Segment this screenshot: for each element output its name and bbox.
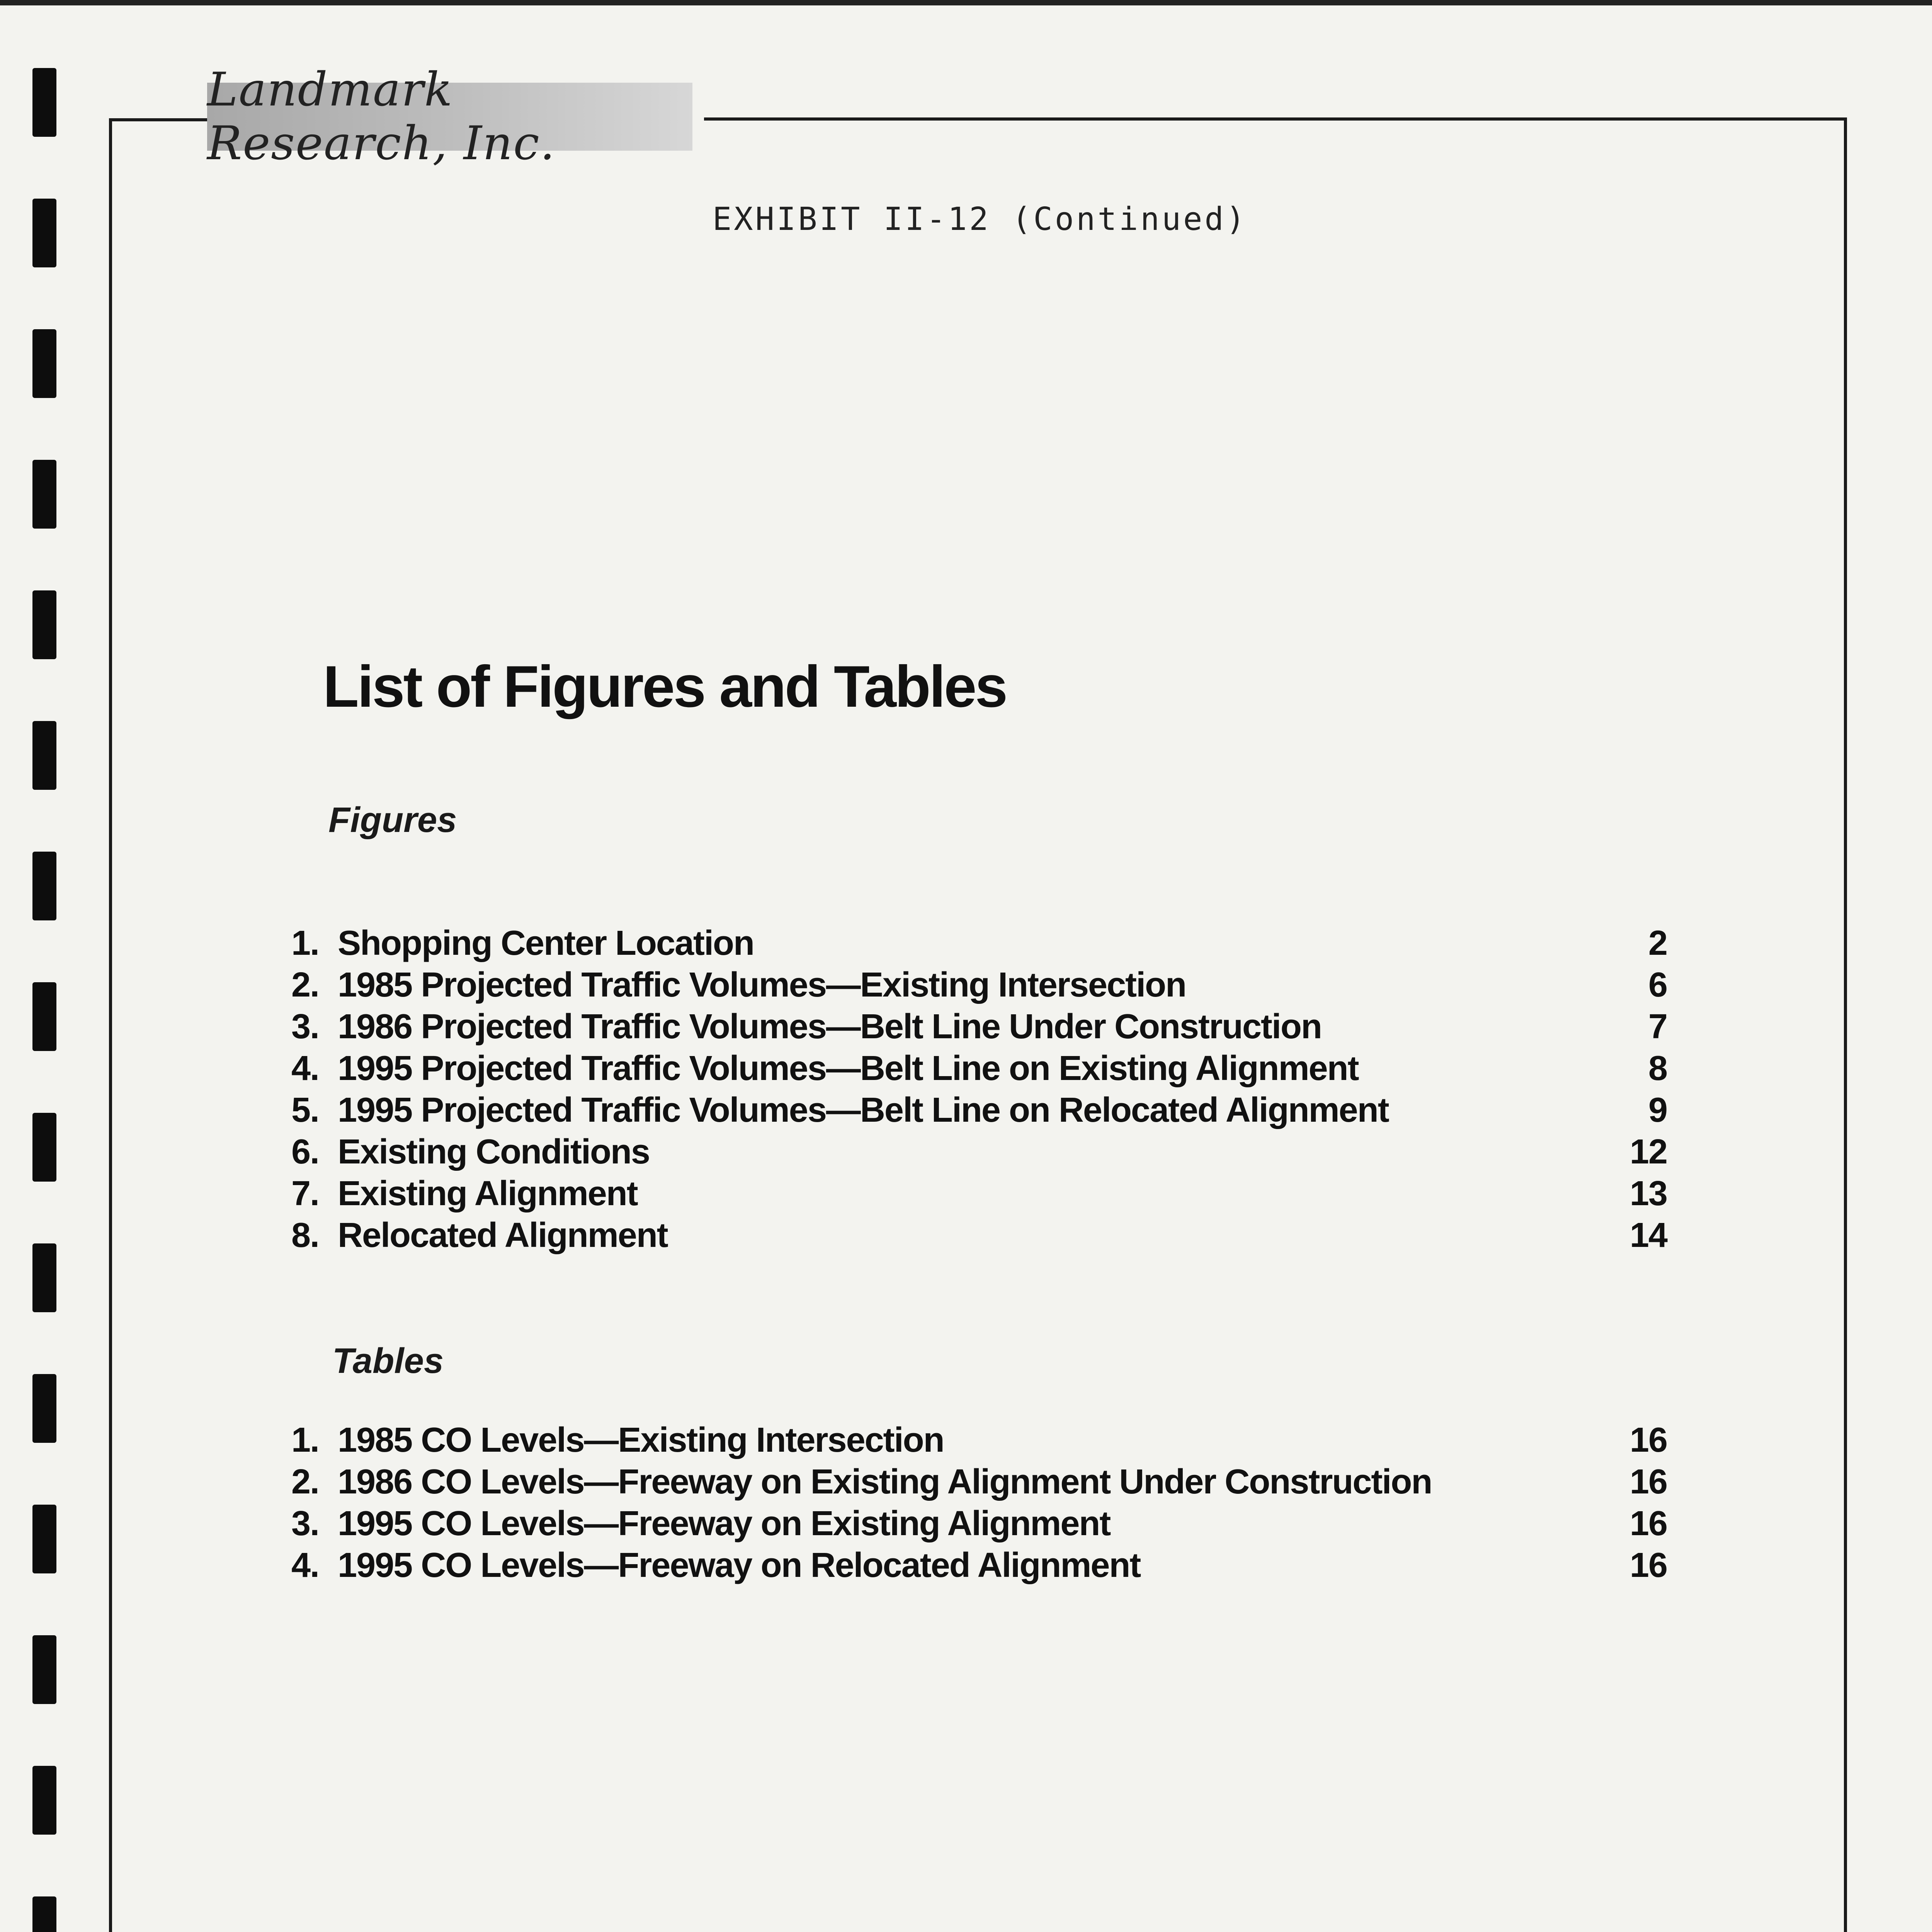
entry-title: Existing Conditions	[338, 1133, 650, 1171]
tables-heading: Tables	[332, 1341, 444, 1381]
entry-number: 4.	[291, 1049, 319, 1088]
binder-punch-mark	[32, 982, 56, 1051]
exhibit-label: EXHIBIT II-12 (Continued)	[712, 201, 1248, 238]
entry-number: 2.	[291, 966, 319, 1004]
binder-punch-mark	[32, 460, 56, 529]
entry-title: Existing Alignment	[338, 1174, 638, 1213]
entry-title: 1985 Projected Traffic Volumes—Existing Intersection	[338, 966, 1186, 1004]
binder-punch-mark	[32, 721, 56, 790]
binder-punch-mark	[32, 590, 56, 659]
entry-title: 1995 CO Levels—Freeway on Existing Alignment	[338, 1504, 1111, 1543]
entry-number: 1.	[291, 924, 319, 963]
figure-entry	[291, 1007, 1667, 1049]
entry-number: 8.	[291, 1216, 319, 1255]
entry-title: 1986 CO Levels—Freeway on Existing Alignment Under Construction	[338, 1463, 1432, 1501]
entry-title: Shopping Center Location	[338, 924, 754, 963]
entry-title: 1995 Projected Traffic Volumes—Belt Line on Existing Alignment	[338, 1049, 1359, 1088]
binder-punch-mark	[32, 1505, 56, 1573]
entry-number: 3.	[291, 1504, 319, 1543]
entry-title: Relocated Alignment	[338, 1216, 668, 1255]
binder-punch-mark	[32, 1635, 56, 1704]
binder-punch-mark	[32, 68, 56, 137]
company-logo-text: Landmark Research, Inc.	[207, 63, 556, 170]
entry-page: 14	[1629, 1216, 1667, 1255]
binder-punch-mark	[32, 852, 56, 920]
entry-number: 4.	[291, 1546, 319, 1585]
table-entry	[291, 1504, 1667, 1546]
entry-number: 3.	[291, 1007, 319, 1046]
frame-left	[109, 118, 112, 1932]
entry-number: 2.	[291, 1463, 319, 1501]
figure-entry	[291, 923, 1667, 965]
entry-number: 5.	[291, 1091, 319, 1129]
entry-title: 1995 CO Levels—Freeway on Relocated Alignment	[338, 1546, 1141, 1585]
figures-heading: Figures	[328, 800, 457, 840]
binder-punch-mark	[32, 1243, 56, 1312]
entry-number: 6.	[291, 1133, 319, 1171]
entry-page: 16	[1629, 1463, 1667, 1501]
binder-punch-mark	[32, 1766, 56, 1835]
binder-punch-mark	[32, 1113, 56, 1182]
figure-entry	[291, 1049, 1667, 1090]
binder-punch-mark	[32, 1896, 56, 1932]
entry-title: 1985 CO Levels—Existing Intersection	[338, 1421, 944, 1459]
page-top-edge	[0, 0, 1932, 5]
entry-page: 9	[1648, 1091, 1667, 1129]
frame-right	[1844, 117, 1847, 1932]
table-entry	[291, 1462, 1667, 1504]
entry-page: 8	[1648, 1049, 1667, 1088]
company-logo	[207, 63, 692, 170]
frame-top-left	[109, 118, 207, 121]
figure-entry	[291, 1174, 1667, 1216]
entry-number: 7.	[291, 1174, 319, 1213]
entry-page: 7	[1648, 1007, 1667, 1046]
figure-entry	[291, 1132, 1667, 1174]
binder-punch-mark	[32, 329, 56, 398]
figure-entry	[291, 965, 1667, 1007]
entry-number: 1.	[291, 1421, 319, 1459]
entry-page: 16	[1629, 1421, 1667, 1459]
figure-entry	[291, 1090, 1667, 1132]
entry-page: 2	[1648, 924, 1667, 963]
table-entry	[291, 1546, 1667, 1587]
figure-entry	[291, 1216, 1667, 1257]
binder-punch-mark	[32, 1374, 56, 1443]
frame-top-right	[704, 117, 1847, 121]
entry-page: 12	[1629, 1133, 1667, 1171]
entry-page: 16	[1629, 1504, 1667, 1543]
entry-title: 1986 Projected Traffic Volumes—Belt Line Under Construction	[338, 1007, 1321, 1046]
entry-page: 13	[1629, 1174, 1667, 1213]
table-entry	[291, 1420, 1667, 1462]
entry-title: 1995 Projected Traffic Volumes—Belt Line on Relocated Alignment	[338, 1091, 1389, 1129]
entry-page: 16	[1629, 1546, 1667, 1585]
entry-page: 6	[1648, 966, 1667, 1004]
page-title: List of Figures and Tables	[323, 654, 1007, 719]
